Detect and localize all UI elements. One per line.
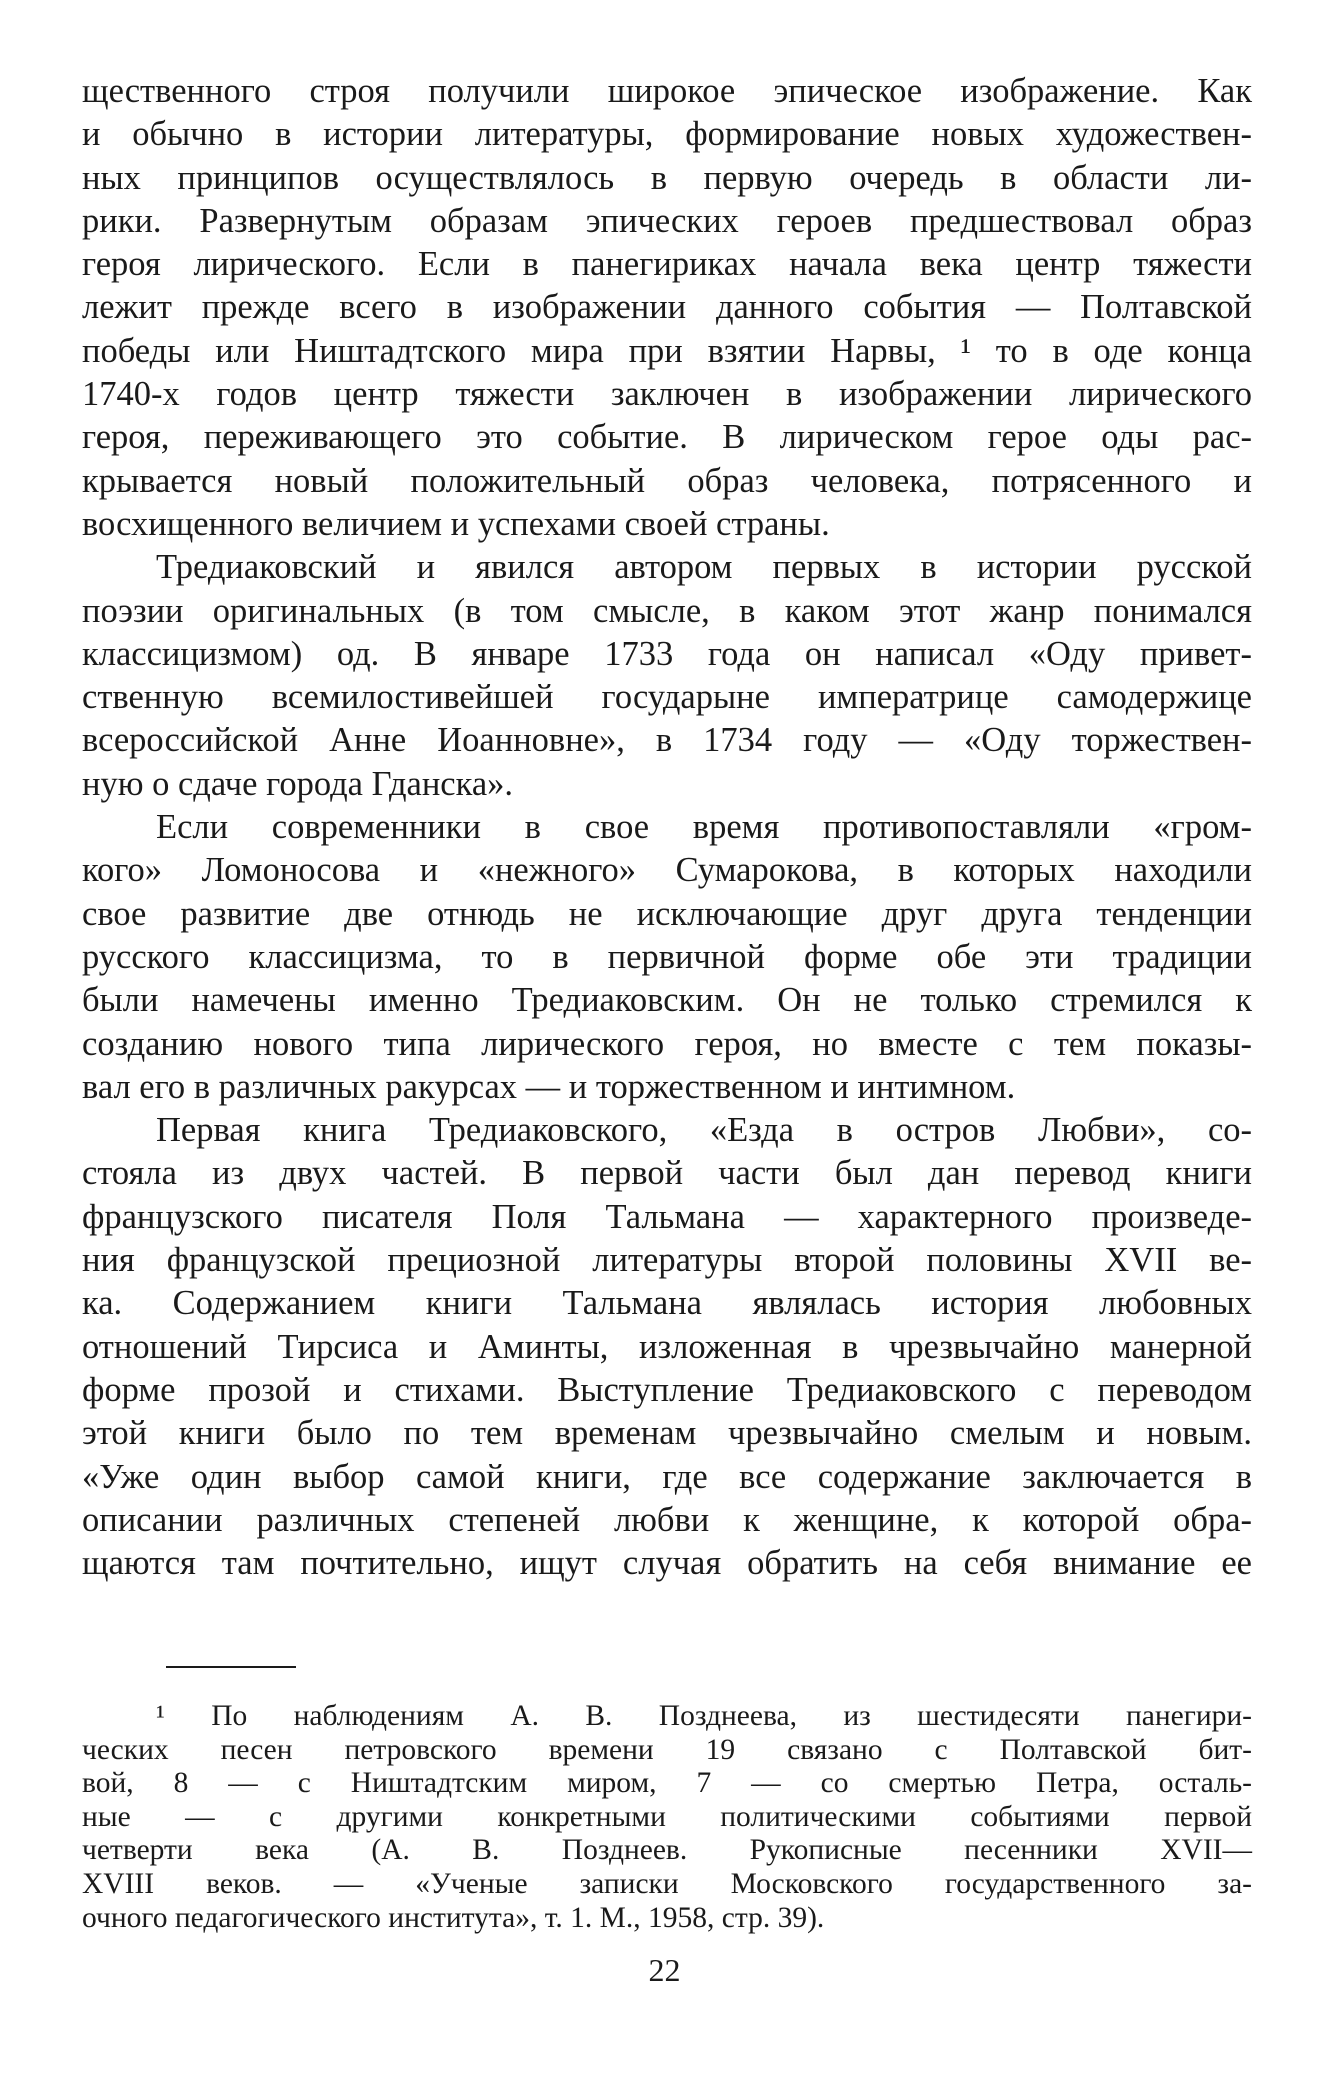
text-line: отношений Тирсиса и Аминты, изложенная в чрезвычайно манерной	[82, 1327, 1252, 1366]
text-line: лежит прежде всего в изображении данного события — Полтавской	[82, 288, 1252, 327]
footnote-line: очного педагогического института», т. 1. М., 1958, стр. 39).	[82, 1901, 825, 1934]
text-line: русского классицизма, то в первичной форме обе эти традиции	[82, 937, 1252, 976]
main-text	[82, 70, 1252, 1585]
text-line: были намечены именно Тредиаковским. Он не только стремился к	[82, 981, 1252, 1020]
footnote-line: ¹ По наблюдениям А. В. Позднеева, из шестидесяти панегири-	[156, 1700, 1252, 1732]
footnote	[82, 1700, 1252, 1935]
text-line: кого» Ломоносова и «нежного» Сумарокова, в которых находили	[82, 851, 1252, 890]
paragraph-4	[82, 1109, 1252, 1585]
text-line: щественного строя получили широкое эпическое изображение. Как	[82, 72, 1252, 110]
text-line: «Уже один выбор самой книги, где все содержание заключается в	[82, 1457, 1252, 1496]
text-line: Первая книга Тредиаковского, «Езда в остров Любви», со-	[156, 1111, 1252, 1150]
text-line: 1740-х годов центр тяжести заключен в изображении лирического	[82, 375, 1252, 414]
text-line: рики. Развернутым образам эпических героев предшествовал образ	[82, 201, 1252, 240]
text-line: форме прозой и стихами. Выступление Тредиаковского с переводом	[82, 1370, 1252, 1409]
paragraph-3	[82, 806, 1252, 1109]
text-line: свое развитие две отнюдь не исключающие друг друга тенденции	[82, 894, 1252, 933]
text-line: французского писателя Поля Тальмана — характерного произведе-	[82, 1197, 1252, 1236]
text-line: вал его в различных ракурсах — и торжественном и интимном.	[82, 1067, 1016, 1106]
text-line: ния французской прециозной литературы второй половины XVII ве-	[82, 1241, 1252, 1280]
text-line: классицизмом) од. В январе 1733 года он написал «Оду привет-	[82, 634, 1252, 673]
text-line: ственную всемилостивейшей государыне императрице самодержице	[82, 678, 1252, 717]
text-line: крывается новый положительный образ человека, потрясенного и	[82, 461, 1252, 500]
text-line: и обычно в истории литературы, формирование новых художествен-	[82, 115, 1252, 154]
text-line: стояла из двух частей. В первой части был дан перевод книги	[82, 1154, 1252, 1193]
paragraph-1	[82, 70, 1252, 546]
text-line: всероссийской Анне Иоанновне», в 1734 году — «Оду торжествен-	[82, 721, 1252, 760]
footnote-line: XVIII веков. — «Ученые записки Московского государственного за-	[82, 1867, 1252, 1900]
footnote-line: ческих песен петровского времени 19 связано с Полтавской бит-	[82, 1733, 1252, 1766]
text-line: поэзии оригинальных (в том смысле, в каком этот жанр понимался	[82, 591, 1252, 630]
page-number: 22	[648, 1952, 681, 1988]
text-line: этой книги было по тем временам чрезвычайно смелым и новым.	[82, 1414, 1252, 1453]
text-line: героя лирического. Если в панегириках начала века центр тяжести	[82, 245, 1252, 284]
text-line: созданию нового типа лирического героя, но вместе с тем показы-	[82, 1024, 1252, 1063]
text-line: героя, переживающего это событие. В лирическом герое оды рас-	[82, 418, 1252, 457]
text-line: восхищенного величием и успехами своей страны.	[82, 504, 830, 543]
text-line: ную о сдаче города Гданска».	[82, 764, 514, 803]
footnote-line: вой, 8 — с Ништадтским миром, 7 — со смертью Петра, осталь-	[82, 1767, 1252, 1800]
text-line: описании различных степеней любви к женщине, к которой обра-	[82, 1500, 1252, 1539]
footnote-line: ные — с другими конкретными политическими событиями первой	[82, 1800, 1252, 1833]
paragraph-2	[82, 546, 1252, 806]
footnote-line: четверти века (А. В. Позднеев. Рукописные песенники XVII—	[82, 1834, 1252, 1867]
text-line: Тредиаковский и явился автором первых в истории русской	[156, 548, 1252, 587]
text-line: ка. Содержанием книги Тальмана являлась история любовных	[82, 1284, 1252, 1323]
text-line: победы или Ништадтского мира при взятии Нарвы, ¹ то в оде конца	[82, 331, 1252, 370]
text-line: ных принципов осуществлялось в первую очередь в области ли-	[82, 158, 1252, 197]
text-line: щаются там почтительно, ищут случая обратить на себя внимание ее	[82, 1544, 1252, 1583]
footnote-separator	[166, 1666, 296, 1668]
text-line: Если современники в свое время противопоставляли «гром-	[156, 808, 1252, 847]
